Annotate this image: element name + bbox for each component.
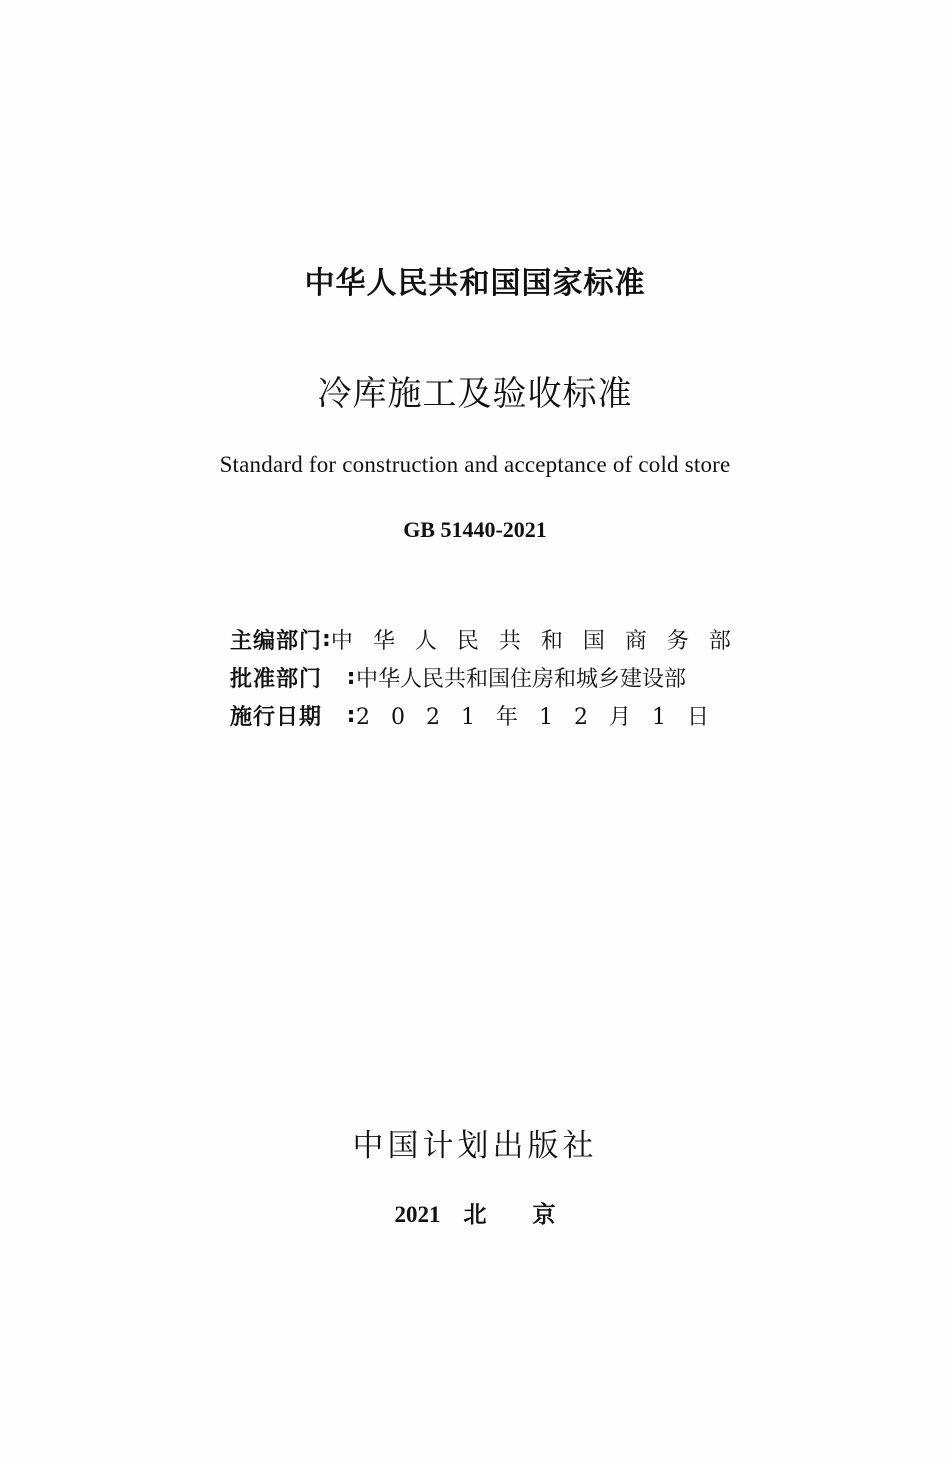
editor-department-value: 中华人民共和国商务部 bbox=[330, 628, 751, 654]
approval-department-value: 中华人民共和国住房和城乡建设部 bbox=[356, 666, 687, 692]
document-info-block bbox=[230, 620, 751, 734]
publisher-name: 中国计划出版社 bbox=[352, 1128, 598, 1164]
effective-date-colon: : bbox=[346, 702, 356, 728]
standard-code: GB 51440-2021 bbox=[403, 517, 547, 542]
effective-date-row bbox=[230, 696, 740, 734]
approval-department-colon: : bbox=[346, 664, 356, 690]
approval-department-row bbox=[230, 658, 740, 696]
effective-date-value: 2021年12月1日 bbox=[356, 704, 730, 730]
editor-department-colon: : bbox=[322, 626, 331, 652]
approval-department-label: 批准部门 bbox=[230, 666, 323, 692]
editor-department-label: 主编部门 bbox=[230, 628, 323, 654]
standard-series-title: 中华人民共和国国家标准 bbox=[304, 266, 646, 301]
effective-date-label: 施行日期 bbox=[230, 704, 323, 730]
document-title-english: Standard for construction and acceptance of cold store bbox=[219, 452, 731, 477]
document-title-chinese: 冷库施工及验收标准 bbox=[317, 374, 633, 414]
publication-year-place: 2021 北 京 bbox=[394, 1202, 556, 1227]
editor-department-row bbox=[230, 620, 751, 658]
